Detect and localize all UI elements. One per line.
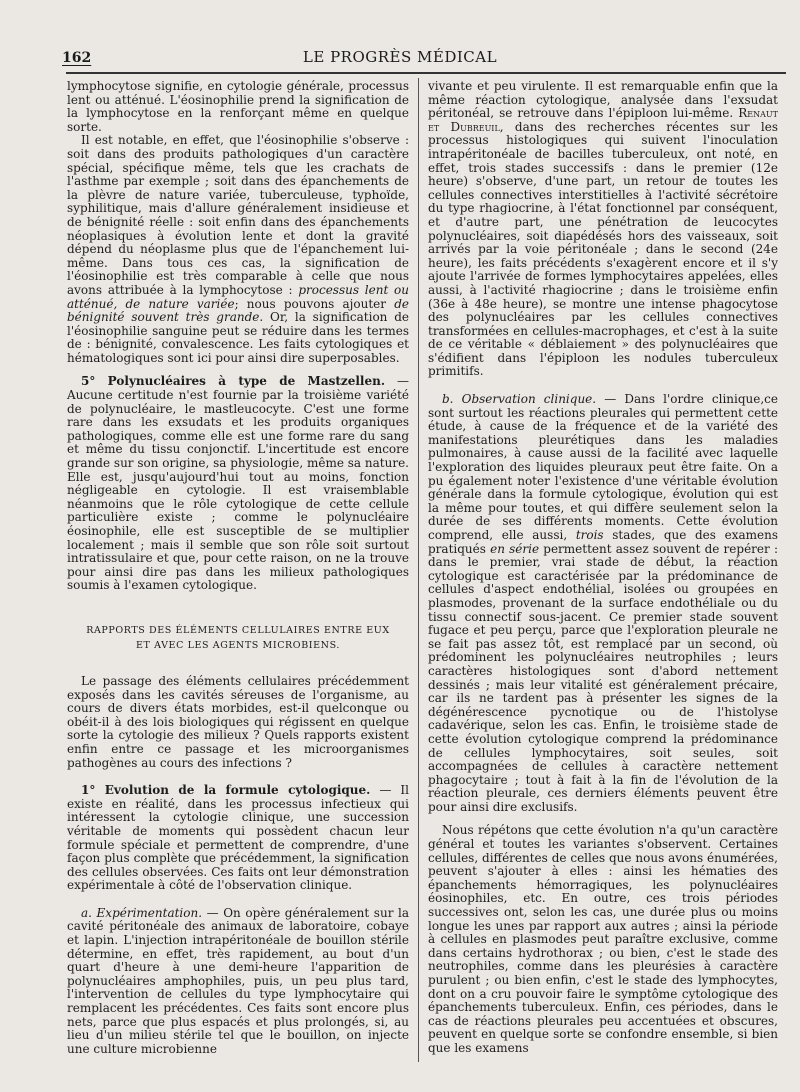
paragraph: Nous répétons que cette évolution n'a qu'un caractère général et toutes les variantes s'observent. Certaines cellules, différentes de celles que nous avons énumérées, peuvent s'ajouter à elles : ainsi les hématies des épanchements hémorragiques, les polynucléaires éosinophiles, etc. En outre, ces trois périodes successives ont, selon les cas, une durée plus ou moins longue les unes par rapport aux autres ; ainsi la période à cellules en plasmodes peut paraître exclusive, comme dans certains hydrothorax ; ou bien, c'est le stade des neutrophiles, comme dans les pleurésies à caractère purulent ; ou bien enfin, c'est le stade des lymphocytes, dont on a cru pouvoir faire le symptôme cytologique des épanchements tuberculeux. Enfin, ces périodes, dans le cas de réactions pleurales peu accentuées et obscures, peuvent en quelque sorte se confondre ensemble, si bien que les examens [428, 823, 778, 1055]
paragraph: 1° Evolution de la formule cytologique. — Il existe en réalité, dans les processus infectieux qui intéressent la cytologie clinique, une succession véritable de moments qui possèdent chacun leur formule spéciale et permettent de comprendre, d'une façon plus complète que précédemment, la signification des cellules observées. Ces faits ont leur démonstration expérimentale à côté de l'observation clinique. [67, 783, 410, 893]
header-rule [66, 72, 786, 74]
running-title: LE PROGRÈS MÉDICAL [302, 48, 498, 66]
page-number: 162 [62, 50, 92, 66]
paragraph: b. Observation clinique. — Dans l'ordre clinique,ce sont surtout les réactions pleurales qui permettent cette étude, à cause de la fréquence et de la variété des manifestations pleurétiques dans les maladies pulmonaires, à cause aussi de la facilité avec laquelle l'exploration des liquides pleuraux peut être faite. On a pu également noter l'existence d'une véritable évolution générale dans la formule cytologique, évolution qui est la même pour toutes, et qui diffère seulement selon la durée de ses différents moments. Cette évolution comprend, elle aussi, trois stades, que des examens pratiqués en série permettent assez souvent de repérer : dans le premier, vrai stade de début, la réaction cytologique est caractérisée par la prédominance de cellules d'aspect endothélial, isolées ou groupées en plasmodes, provenant de la surface endothéliale ou du tissu connectif sous-jacent. Ce premier stade souvent fugace et peu perçu, parce que l'exploration pleurale ne se fait pas assez tôt, est remplacé par un second, où prédominent les polynucléaires neutrophiles ; leurs caractères histologiques sont d'abord nettement dessinés ; mais leur vitalité est généralement précaire, car ils ne tardent pas à présenter les signes de la dégénérescence pycnotique ou de l'histolyse cadavérique, selon les cas. Enfin, le troisième stade de cette évolution cytologique comprend la prédominance de cellules lymphocytaires, soit seules, soit accompagnées de cellules à caractère nettement phagocytaire ; tout à fait à la fin de l'évolution de la réaction pleurale, ces derniers éléments peuvent être pour ainsi dire exclusifs. [428, 392, 778, 814]
paragraph-heading: a. Expérimentation. [81, 905, 203, 920]
left-column [67, 80, 409, 1056]
paragraph-heading: 1° Evolution de la formule cytologique. [81, 783, 371, 798]
column-divider [418, 78, 419, 1062]
section-title: RAPPORTS DES ÉLÉMENTS CELLULAIRES ENTRE EUX ET AVEC LES AGENTS MICROBIENS. [86, 624, 390, 651]
paragraph: a. Expérimentation. — On opère généralement sur la cavité péritonéale des animaux de laboratoire, cobaye et lapin. L'injection intrapéritonéale de bouillon stérile détermine, en effet, très rapidement, au bout d'un quart d'heure à une demi-heure l'apparition de polynucléaires amphophiles, puis, un peu plus tard, l'intervention de cellules du type lymphocytaire qui remplacent les précédentes. Ces faits sont encore plus nets, parce que plus espacés et plus prolongés, si, au lieu d'un milieu stérile tel que le bouillon, on injecte une culture microbienne [67, 905, 410, 1056]
paragraph-heading: 5° Polynucléaires à type de Mastzellen. [81, 374, 386, 389]
paragraph: Le passage des éléments cellulaires précédemment exposés dans les cavités séreuses de l'organisme, au cours de divers états morbides, est-il quelconque ou obéit-il à des lois biologiques qui régissent en quelque sorte la cytologie des milieux ? Quels rapports existent enfin entre ce passage et les microorganismes pathogènes au cours des infections ? [67, 673, 409, 770]
page-header [0, 0, 800, 78]
paragraph: 5° Polynucléaires à type de Mastzellen. — Aucune certitude n'est fournie par la troisième variété de polynucléaire, le mastleucocyte. C'est une forme rare dans les exsudats et les produits organiques pathologiques, comme elle est une forme rare du sang et même du tissu conjonctif. L'incertitude est encore grande sur son origine, sa physiologie, même sa nature. Elle est, jusqu'aujourd'hui tout au moins, fonction négligeable en cytologie. Il est vraisemblable néanmoins que le rôle cytologique de cette cellule particulière existe ; comme le polynucléaire éosinophile, elle est susceptible de se multiplier localement ; mais il semble que son rôle soit surtout intratissulaire et que, pour cette raison, on ne la trouve pour ainsi dire pas dans les milieux pathologiques soumis à l'examen cytologique. [67, 374, 409, 593]
paragraph: Il est notable, en effet, que l'éosinophilie s'observe : soit dans des produits pathologiques d'un caractère spécial, spécifique même, tels que les crachats de l'asthme par exemple ; soit dans des épanchements de la plèvre de nature variée, tuberculeuse, typhoïde, syphilitique, mais d'allure généralement insidieuse et de bénignité réelle : soit enfin dans des épanchements néoplasiques à évolution lente et dont la gravité dépend du néoplasme plus que de l'épanchement lui-même. Dans tous ces cas, la signification de l'éosinophilie est très comparable à celle que nous avons attribuée à la lymphocytose : processus lent ou atténué, de nature variée; nous pouvons ajouter de bénignité souvent très grande. Or, la signification de l'éosinophilie sanguine peut se réduire dans les termes de : bénignité, convalescence. Les faits cytologiques et hématologiques sont ici pour ainsi dire superposables. [67, 133, 410, 365]
right-column [428, 80, 778, 1056]
author-names: Renaut et Dubreuil [428, 106, 778, 134]
paragraph: lymphocytose signifie, en cytologie générale, processus lent ou atténué. L'éosinophilie prend la signification de la lymphocytose en la renforçant même en quelque sorte. [67, 79, 409, 134]
paragraph: vivante et peu virulente. Il est remarquable enfin que la même réaction cytologique, analysée dans l'exsudat péritonéal, se retrouve dans l'épiploon lui-même. Renaut et Dubreuil, dans des recherches récentes sur les processus histologiques qui suivent l'inoculation intrapéritonéale de bacilles tuberculeux, ont noté, en effet, trois stades successifs : dans le premier (12e heure) s'observe, d'une part, un retour de toutes les cellules connectives interstitielles à l'activité sécrétoire du type rhagiocrine, à l'état fonctionnel par conséquent, et d'autre part, une pénétration de leucocytes polynucléaires, soit diapédésés hors des vaisseaux, soit arrivés par la voie péritonéale ; dans le second (24e heure), les faits précédents s'exagèrent encore et il s'y ajoute l'arrivée de formes lymphocytaires appelées, elles aussi, à l'activité rhagiocrine ; dans le troisième enfin (36e à 48e heure), se montre une intense phagocytose des polynucléaires par les cellules connectives transformées en cellules-macrophages, et c'est à la suite de ce véritable « déblaiement » des polynucléaires que s'édifient dans l'épiploon les nodules tuberculeux primitifs. [428, 79, 779, 379]
paragraph-heading: b. Observation clinique. [442, 392, 597, 407]
